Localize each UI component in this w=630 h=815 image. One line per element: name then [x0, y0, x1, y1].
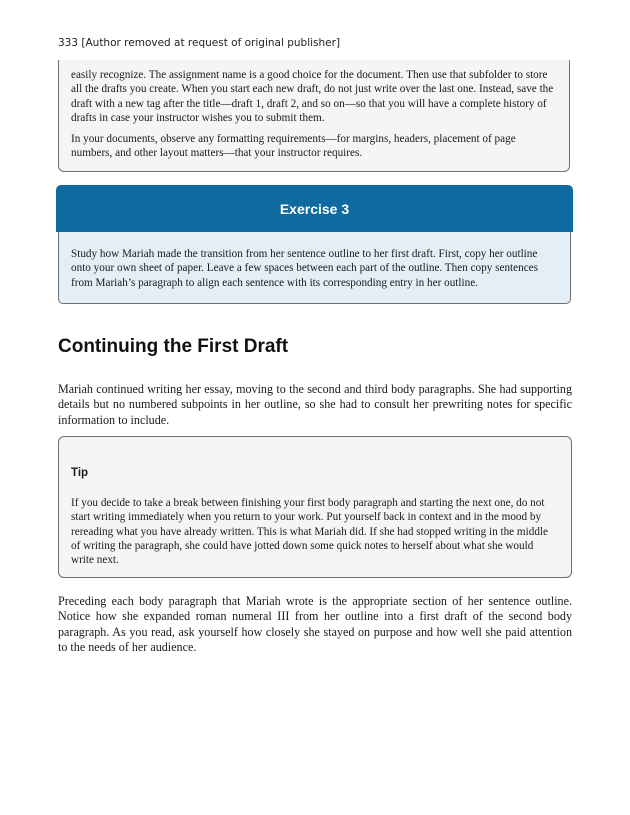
closing-paragraph: Preceding each body paragraph that Mariah wrote is the appropriate section of her sentence outline. Notice how she expanded roman numeral III from her outline into a first draft of the second body paragraph. As you read, ask yourself how closely she stayed on purpose and how well she paid attention to the needs of her audience.: [58, 594, 572, 655]
note-paragraph: In your documents, observe any formatting requirements—for margins, headers, placement of page numbers, and other layout matters—that your instructor requires.: [71, 133, 516, 160]
exercise-box: [56, 185, 573, 304]
running-head: 333 [Author removed at request of original publisher]: [58, 37, 341, 49]
tip-text: If you decide to take a break between finishing your first body paragraph and starting the next one, do not start writing immediately when you return to your work. Put yourself back in context and in the mood by rereading what you have already written. This is what Mariah did. If she had stopped writing in the middle of writing the paragraph, she could have jotted down some quick notes to herself about what she would write next.: [71, 497, 549, 567]
continued-note-box: [58, 60, 570, 172]
exercise-title: Exercise 3: [56, 185, 573, 232]
exercise-text: Study how Mariah made the transition from her sentence outline to her first draft. First, copy her outline onto your own sheet of paper. Leave a few spaces between each part of the outline. Then copy sentences from Mariah’s paragraph to align each sentence with its corresponding entry in her outline.: [71, 248, 539, 289]
tip-title: Tip: [71, 467, 89, 479]
exercise-body: [58, 232, 571, 304]
section-heading: Continuing the First Draft: [58, 336, 289, 357]
tip-box: [58, 436, 572, 578]
intro-paragraph: Mariah continued writing her essay, moving to the second and third body paragraphs. She had supporting details but no numbered subpoints in her outline, so she had to consult her prewriting notes for specific information to include.: [58, 382, 572, 427]
note-paragraph: easily recognize. The assignment name is a good choice for the document. Then use that subfolder to store all the drafts you create. When you start each new draft, do not just write over the last one. Instead, save the draft with a new tag after the title—draft 1, draft 2, and so on—so that you will have a complete history of drafts in case your instructor wishes you to submit them.: [71, 69, 554, 124]
